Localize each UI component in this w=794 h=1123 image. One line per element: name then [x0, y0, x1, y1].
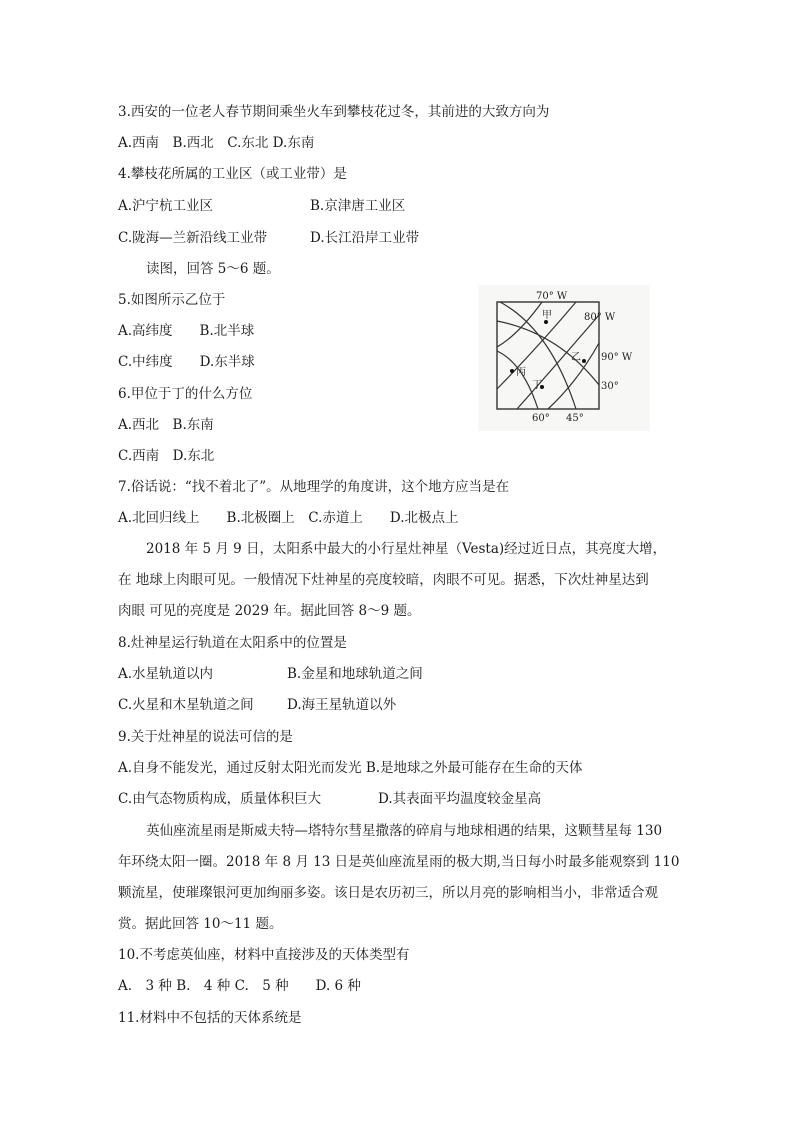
- passage1-line1: 2018 年 5 月 9 日，太阳系中最大的小行星灶神星（Vesta)经过近日点，其亮度大增，: [146, 541, 667, 557]
- label-90w: 90° W: [601, 352, 633, 363]
- label-30: 30°: [601, 381, 619, 392]
- q9-option-c: C.由气态物质构成，质量体积巨大: [118, 791, 322, 807]
- q4-option-d: D.长江沿岸工业带: [310, 230, 420, 246]
- q4-stem: 4.攀枝花所属的工业区（或工业带）是: [118, 166, 347, 182]
- passage2-line1: 英仙座流星雨是斯威夫特—塔特尔彗星撒落的碎肩与地球相遇的结果，这颗彗星每 130: [146, 823, 663, 839]
- q9-options-row1: A.自身不能发光，通过反射太阳光而发光 B.是地球之外最可能存在生命的天体: [118, 760, 583, 776]
- q7-stem: 7.俗话说：“找不着北了”。从地理学的角度讲，这个地方应当是在: [118, 479, 510, 495]
- q10-stem: 10.不考虑英仙座，材料中直接涉及的天体类型有: [118, 947, 410, 963]
- label-jia: 甲: [542, 310, 552, 321]
- q5-stem: 5.如图所示乙位于: [118, 292, 226, 308]
- q8-option-b: B.金星和地球轨道之间: [287, 666, 423, 682]
- q5-options-row1: A.高纬度 B.北半球: [118, 323, 255, 339]
- q4-option-c: C.陇海—兰新沿线工业带: [118, 230, 268, 246]
- passage1-line2: 在 地球上肉眼可见。一般情况下灶神星的亮度较暗，肉眼不可见。据悉，下次灶神星达到: [118, 572, 649, 588]
- label-80w: 80° W: [584, 312, 616, 323]
- q8-option-d: D.海王星轨道以外: [287, 697, 397, 713]
- q9-stem: 9.关于灶神星的说法可信的是: [118, 729, 293, 745]
- q3-options: A.西南 B.西北 C.东北 D.东南: [118, 135, 315, 151]
- q8-stem: 8.灶神星运行轨道在太阳系中的位置是: [118, 635, 347, 651]
- q8-option-c: C.火星和木星轨道之间: [118, 697, 254, 713]
- label-ding: 丁: [532, 380, 542, 391]
- point-bing: [510, 369, 514, 373]
- passage1-line3: 肉眼 可见的亮度是 2029 年。据此回答 8～9 题。: [118, 603, 421, 619]
- label-70w: 70° W: [536, 291, 568, 302]
- map-graphic: [478, 285, 650, 431]
- q11-stem: 11.材料中不包括的天体系统是: [118, 1010, 302, 1026]
- latitude-longitude-map: [478, 285, 650, 431]
- point-yi: [582, 359, 586, 363]
- label-45: 45°: [566, 413, 584, 424]
- q8-option-a: A.水星轨道以内: [118, 666, 214, 682]
- passage2-line2: 年环绕太阳一圈。2018 年 8 月 13 日是英仙座流星雨的极大期,当日每小时最多能观察到 110: [118, 854, 680, 870]
- label-bing: 丙: [516, 367, 526, 378]
- q10-options: A. 3 种 B. 4 种 C. 5 种 D. 6 种: [118, 978, 361, 994]
- q4-option-a: A.沪宁杭工业区: [118, 198, 214, 214]
- passage2-line3: 颗流星，使璀璨银河更加绚丽多姿。该日是农历初三，所以月亮的影响相当小，非常适合观: [118, 885, 658, 901]
- q5-options-row2: C.中纬度 D.东半球: [118, 354, 255, 370]
- q6-options-row2: C.西南 D.东北: [118, 448, 215, 464]
- read-map-instruction: 读图，回答 5～6 题。: [146, 261, 280, 277]
- passage2-line4: 赏。据此回答 10～11 题。: [118, 916, 283, 932]
- q7-options: A.北回归线上 B.北极圈上 C.赤道上 D.北极点上: [118, 510, 459, 526]
- q3-stem: 3.西安的一位老人春节期间乘坐火车到攀枝花过冬，其前进的大致方向为: [118, 104, 550, 120]
- q9-option-d: D.其表面平均温度较金星高: [378, 791, 542, 807]
- q4-option-b: B.京津唐工业区: [310, 198, 406, 214]
- label-60: 60°: [532, 413, 550, 424]
- q6-options-row1: A.西北 B.东南: [118, 417, 214, 433]
- q6-stem: 6.甲位于丁的什么方位: [118, 386, 253, 402]
- label-yi: 乙: [571, 352, 581, 363]
